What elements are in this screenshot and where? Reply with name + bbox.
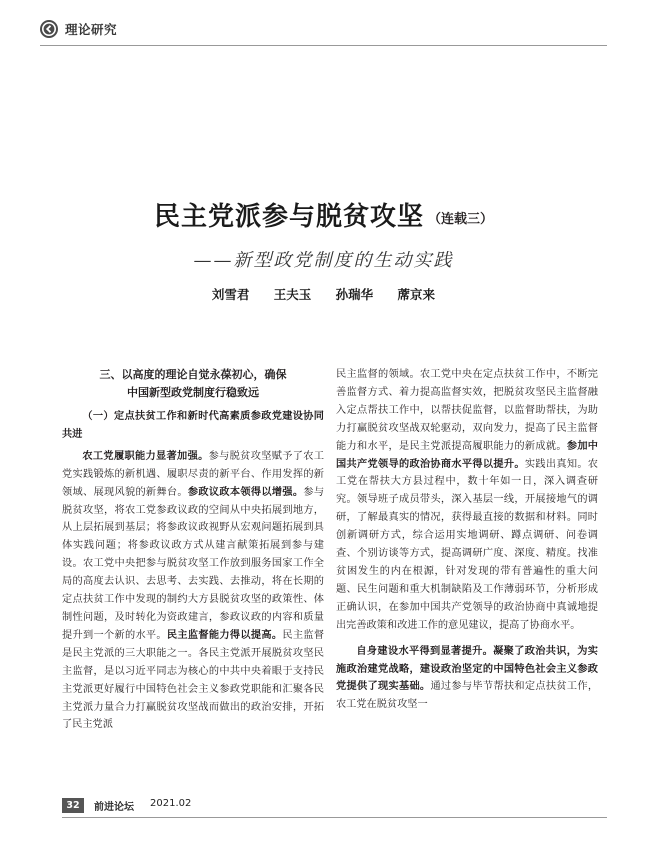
circle-arrow-icon bbox=[40, 20, 58, 38]
page-footer bbox=[62, 797, 607, 817]
paragraph-text: 实践出真知。农工党在帮扶大方县过程中，数十年如一日，深入调查研究。领导班子成员带头，深入基层一线，开展接地气的调研，了解最真实的情况，获得最直接的数据和材料。同时创新调研方式，综合运用实地调研、蹲点调研、问卷调查、个别访谈等方式，提高调研广度、深度、精度。找准贫困发生的内在根源，针对发现的带有普遍性的重大问题、民生问题和重大机制缺陷及工作薄弱环节，分析形成正确认识，在参加中国共产党领导的政治协商中真诚地提出完善政策和改进工作的意见建议，提高了协商水平。 bbox=[336, 458, 598, 631]
body-paragraph bbox=[336, 643, 598, 715]
issue-date: 2021.02 bbox=[150, 798, 192, 809]
header-rule bbox=[40, 45, 607, 46]
page-header bbox=[40, 18, 607, 42]
article-title-block bbox=[0, 196, 647, 233]
author-name: 刘雪君 bbox=[211, 287, 250, 302]
key-point: 参政议政本领得以增强。 bbox=[187, 486, 304, 498]
author-name: 王夫玉 bbox=[273, 287, 312, 302]
article-title: 民主党派参与脱贫攻坚 bbox=[153, 202, 424, 232]
section-heading-line: 中国新型政党制度行稳致远 bbox=[127, 385, 259, 399]
section-heading bbox=[62, 366, 324, 401]
paragraph-text: 参与脱贫攻坚赋予了农工党实践锻炼的新机遇、履职尽责的新平台、作用发挥的新领域、展现风貌的新舞台。 bbox=[62, 450, 325, 498]
article-subtitle: ——新型政党制度的生动实践 bbox=[193, 250, 454, 271]
section-label: 理论研究 bbox=[65, 22, 118, 37]
key-point: 农工党履职能力显著加强。 bbox=[82, 450, 209, 462]
serial-label: （连载三） bbox=[428, 212, 494, 227]
key-point: 自身建设水平得到显著提升。凝聚了政治共识，为实施政治建党战略，建设政治坚定的中国特色社会主义参政党提供了现实基础。 bbox=[336, 645, 598, 693]
paragraph-text: 民主监督是民主党派的三大职能之一。各民主党派开展脱贫攻坚民主监督，是以习近平同志为核心的中共中央着眼于支持民主党派更好履行中国特色社会主义参政党职能和汇聚各民主党派力量合力打赢脱贫攻坚战而做出的政治安排，开拓了民主党派 bbox=[62, 629, 325, 731]
author-name: 孙瑞华 bbox=[335, 287, 374, 302]
key-point: 民主监督能力得以提高。 bbox=[166, 629, 283, 641]
author-list bbox=[0, 285, 647, 303]
page-number: 32 bbox=[62, 798, 84, 813]
footer-rule bbox=[62, 817, 607, 818]
paragraph-text: 通过参与毕节帮扶和定点扶贫工作，农工党在脱贫攻坚一 bbox=[336, 681, 599, 711]
left-column bbox=[62, 366, 324, 734]
body-paragraph bbox=[62, 448, 324, 735]
section-heading-line: 三、以高度的理论自觉永葆初心，确保 bbox=[99, 368, 287, 381]
key-point: 参加中国共产党领导的政治协商水平得以提升。 bbox=[336, 440, 598, 470]
author-name: 蓆京来 bbox=[397, 287, 436, 302]
body-paragraph bbox=[336, 366, 598, 635]
publication-name: 前进论坛 bbox=[94, 802, 134, 813]
right-column bbox=[336, 366, 598, 714]
paragraph-text: 参与脱贫攻坚，将农工党参政议政的空间从中央拓展到地方，从上层拓展到基层；将参政议政视野从宏观问题拓展到具体实践问题；将参政议政方式从建言献策拓展到参与建设。农工党中央把参与脱贫攻坚工作放到服务国家工作全局的高度去认识、去思考、去实践、去推动，将在长期的定点扶贫工作中发现的制约大方县脱贫攻坚的政策性、体制性问题，及时转化为资政建言，参政议政的内容和质量提升到一个新的水平。 bbox=[62, 486, 325, 641]
sub-heading: （一）定点扶贫工作和新时代高素质参政党建设协同共进 bbox=[62, 411, 324, 440]
paragraph-text: 民主监督的领域。农工党中央在定点扶贫工作中，不断完善监督方式、着力提高监督实效，把脱贫攻坚民主监督融入定点帮扶工作中，以帮扶促监督，以监督助帮扶，为助力打赢脱贫攻坚战双轮驱动，双向发力，提高了民主监督能力和水平，是民主党派提高履职能力的新成就。 bbox=[336, 369, 598, 452]
